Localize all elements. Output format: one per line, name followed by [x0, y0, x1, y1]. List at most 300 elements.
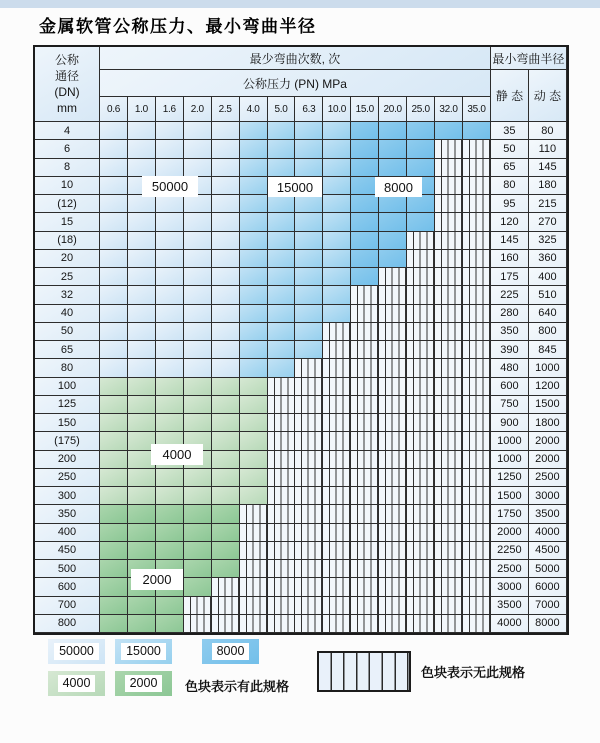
- no-spec-cell: [463, 323, 491, 341]
- no-spec-cell: [463, 159, 491, 177]
- no-spec-cell: [463, 505, 491, 523]
- no-spec-cell: [435, 524, 463, 542]
- spec-cell: [379, 159, 407, 177]
- no-spec-cell: [407, 359, 435, 377]
- no-spec-cell: [351, 597, 379, 615]
- spec-cell: [156, 140, 184, 158]
- dn-cell: 600: [35, 578, 100, 596]
- spec-cell: [128, 159, 156, 177]
- dn-cell: 6: [35, 140, 100, 158]
- spec-cell: [100, 159, 128, 177]
- spec-cell: [463, 122, 491, 140]
- spec-cell: [212, 359, 240, 377]
- no-spec-cell: [379, 286, 407, 304]
- no-spec-cell: [463, 487, 491, 505]
- static-radius-value: 390: [491, 341, 529, 359]
- spec-cell: [184, 140, 212, 158]
- spec-cell: [184, 469, 212, 487]
- no-spec-cell: [323, 396, 351, 414]
- spec-cell: [212, 451, 240, 469]
- dn-cell: 10: [35, 177, 100, 195]
- spec-cell: [323, 195, 351, 213]
- no-spec-cell: [295, 487, 323, 505]
- spec-cell: [212, 378, 240, 396]
- spec-cell: [128, 524, 156, 542]
- spec-cell: [156, 195, 184, 213]
- pressure-tick: 1.0: [128, 97, 156, 122]
- dn-cell: 800: [35, 615, 100, 633]
- no-spec-cell: [463, 195, 491, 213]
- spec-cell: [212, 505, 240, 523]
- no-spec-cell: [323, 542, 351, 560]
- spec-cell: [100, 396, 128, 414]
- static-radius-value: 95: [491, 195, 529, 213]
- dn-cell: 25: [35, 268, 100, 286]
- dn-cell: 250: [35, 469, 100, 487]
- spec-cell: [240, 286, 268, 304]
- no-spec-cell: [463, 232, 491, 250]
- spec-cell: [156, 341, 184, 359]
- no-spec-cell: [379, 469, 407, 487]
- spec-cell: [268, 268, 296, 286]
- spec-cell: [212, 542, 240, 560]
- spec-cell: [156, 159, 184, 177]
- spec-cell: [212, 122, 240, 140]
- spec-cell: [184, 195, 212, 213]
- static-radius-value: 4000: [491, 615, 529, 633]
- spec-cell: [184, 159, 212, 177]
- no-spec-cell: [268, 469, 296, 487]
- no-spec-cell: [268, 378, 296, 396]
- spec-cell: [156, 305, 184, 323]
- spec-cell: [407, 213, 435, 231]
- spec-cell: [379, 232, 407, 250]
- dynamic-radius-value: 8000: [529, 615, 567, 633]
- no-spec-cell: [295, 615, 323, 633]
- no-spec-cell: [407, 268, 435, 286]
- no-spec-cell: [463, 341, 491, 359]
- spec-cell: [128, 195, 156, 213]
- no-spec-cell: [240, 505, 268, 523]
- spec-cell: [323, 268, 351, 286]
- no-spec-cell: [407, 341, 435, 359]
- spec-cell: [295, 341, 323, 359]
- no-spec-cell: [323, 469, 351, 487]
- dn-header: [35, 47, 100, 122]
- no-spec-cell: [435, 469, 463, 487]
- spec-cell: [128, 414, 156, 432]
- spec-cell: [351, 268, 379, 286]
- zone-label-8000: 8000: [375, 177, 422, 197]
- dynamic-radius-value: 1000: [529, 359, 567, 377]
- no-spec-cell: [268, 578, 296, 596]
- no-spec-cell: [463, 432, 491, 450]
- spec-cell: [156, 487, 184, 505]
- legend-swatch-2000: [115, 671, 172, 696]
- spec-cell: [240, 487, 268, 505]
- dn-cell: 700: [35, 597, 100, 615]
- no-spec-cell: [379, 396, 407, 414]
- dn-cell: 4: [35, 122, 100, 140]
- no-spec-cell: [463, 560, 491, 578]
- no-spec-cell: [435, 159, 463, 177]
- static-radius-value: 120: [491, 213, 529, 231]
- no-spec-cell: [435, 232, 463, 250]
- dn-cell: 100: [35, 378, 100, 396]
- spec-cell: [295, 268, 323, 286]
- pressure-tick: 2.0: [184, 97, 212, 122]
- no-spec-cell: [379, 451, 407, 469]
- spec-cell: [268, 213, 296, 231]
- no-spec-cell: [435, 195, 463, 213]
- spec-cell: [323, 140, 351, 158]
- spec-cell: [435, 122, 463, 140]
- spec-cell: [156, 542, 184, 560]
- no-spec-cell: [407, 378, 435, 396]
- no-spec-cell: [407, 414, 435, 432]
- no-spec-cell: [295, 414, 323, 432]
- no-spec-cell: [435, 578, 463, 596]
- spec-cell: [156, 396, 184, 414]
- spec-cell: [240, 469, 268, 487]
- no-spec-cell: [268, 487, 296, 505]
- spec-cell: [156, 286, 184, 304]
- page-title: 金属软管公称压力、最小弯曲半径: [39, 17, 317, 37]
- dn-cell: 300: [35, 487, 100, 505]
- spec-cell: [100, 359, 128, 377]
- no-spec-cell: [240, 578, 268, 596]
- dynamic-radius-value: 6000: [529, 578, 567, 596]
- spec-cell: [212, 560, 240, 578]
- no-spec-cell: [379, 268, 407, 286]
- dynamic-radius-value: 7000: [529, 597, 567, 615]
- legend-swatch-50000: [48, 639, 105, 664]
- bend-cycles-header: 最少弯曲次数, 次: [100, 47, 491, 70]
- static-radius-value: 145: [491, 232, 529, 250]
- no-spec-cell: [407, 432, 435, 450]
- dynamic-radius-value: 5000: [529, 560, 567, 578]
- spec-cell: [100, 232, 128, 250]
- no-spec-cell: [295, 359, 323, 377]
- no-spec-cell: [323, 341, 351, 359]
- spec-cell: [268, 195, 296, 213]
- spec-cell: [156, 378, 184, 396]
- no-spec-cell: [379, 542, 407, 560]
- no-spec-cell: [379, 505, 407, 523]
- no-spec-cell: [463, 286, 491, 304]
- spec-cell: [156, 359, 184, 377]
- static-radius-value: 1000: [491, 451, 529, 469]
- dn-header-line: (DN): [54, 85, 80, 99]
- dynamic-radius-value: 2500: [529, 469, 567, 487]
- spec-cell: [240, 451, 268, 469]
- spec-cell: [156, 323, 184, 341]
- no-spec-cell: [435, 140, 463, 158]
- spec-cell: [240, 213, 268, 231]
- dn-cell: 50: [35, 323, 100, 341]
- spec-cell: [100, 286, 128, 304]
- spec-cell: [156, 524, 184, 542]
- spec-cell: [156, 122, 184, 140]
- spec-cell: [407, 159, 435, 177]
- legend-no-spec-text: 色块表示无此规格: [421, 665, 526, 680]
- legend-swatch-label: 2000: [125, 675, 163, 692]
- dn-cell: 8: [35, 159, 100, 177]
- spec-cell: [268, 232, 296, 250]
- spec-cell: [100, 414, 128, 432]
- no-spec-cell: [407, 323, 435, 341]
- dynamic-radius-value: 2000: [529, 432, 567, 450]
- spec-cell: [295, 159, 323, 177]
- static-radius-value: 900: [491, 414, 529, 432]
- no-spec-cell: [379, 524, 407, 542]
- dynamic-header: 动 态: [529, 70, 567, 122]
- spec-cell: [184, 560, 212, 578]
- spec-cell: [295, 250, 323, 268]
- spec-cell: [212, 469, 240, 487]
- static-radius-value: 3500: [491, 597, 529, 615]
- no-spec-cell: [323, 524, 351, 542]
- spec-cell: [100, 323, 128, 341]
- spec-cell: [212, 396, 240, 414]
- no-spec-cell: [463, 451, 491, 469]
- radius-header: 最小弯曲半径: [491, 47, 567, 70]
- no-spec-cell: [435, 451, 463, 469]
- spec-cell: [128, 597, 156, 615]
- static-radius-value: 2000: [491, 524, 529, 542]
- dynamic-radius-value: 1500: [529, 396, 567, 414]
- no-spec-cell: [407, 578, 435, 596]
- pressure-tick: 20.0: [379, 97, 407, 122]
- spec-cell: [295, 140, 323, 158]
- spec-cell: [379, 213, 407, 231]
- spec-cell: [240, 195, 268, 213]
- spec-cell: [212, 305, 240, 323]
- spec-cell: [128, 323, 156, 341]
- spec-cell: [100, 305, 128, 323]
- spec-cell: [351, 159, 379, 177]
- pressure-header: 公称压力 (PN) MPa: [100, 70, 491, 97]
- no-spec-cell: [435, 341, 463, 359]
- static-radius-value: 350: [491, 323, 529, 341]
- pressure-tick: 0.6: [100, 97, 128, 122]
- no-spec-cell: [407, 615, 435, 633]
- spec-cell: [184, 305, 212, 323]
- no-spec-cell: [351, 451, 379, 469]
- spec-cell: [240, 359, 268, 377]
- spec-cell: [212, 268, 240, 286]
- no-spec-cell: [379, 597, 407, 615]
- zone-label-2000: 2000: [131, 569, 183, 590]
- spec-cell: [212, 432, 240, 450]
- static-radius-value: 2250: [491, 542, 529, 560]
- spec-cell: [128, 286, 156, 304]
- no-spec-cell: [407, 469, 435, 487]
- spec-cell: [128, 232, 156, 250]
- spec-cell: [240, 305, 268, 323]
- no-spec-cell: [463, 359, 491, 377]
- no-spec-cell: [379, 560, 407, 578]
- pressure-tick: 4.0: [240, 97, 268, 122]
- spec-cell: [212, 159, 240, 177]
- spec-cell: [212, 414, 240, 432]
- no-spec-cell: [295, 505, 323, 523]
- no-spec-cell: [351, 305, 379, 323]
- spec-cell: [212, 524, 240, 542]
- no-spec-cell: [407, 542, 435, 560]
- no-spec-cell: [240, 542, 268, 560]
- pressure-tick: 15.0: [351, 97, 379, 122]
- no-spec-cell: [435, 250, 463, 268]
- no-spec-cell: [268, 505, 296, 523]
- legend-swatch-15000: [115, 639, 172, 664]
- spec-cell: [156, 268, 184, 286]
- dn-cell: 20: [35, 250, 100, 268]
- no-spec-cell: [435, 487, 463, 505]
- no-spec-cell: [463, 396, 491, 414]
- no-spec-cell: [351, 524, 379, 542]
- no-spec-cell: [268, 524, 296, 542]
- dn-cell: 40: [35, 305, 100, 323]
- no-spec-cell: [295, 542, 323, 560]
- spec-cell: [100, 524, 128, 542]
- dn-cell: 80: [35, 359, 100, 377]
- static-radius-value: 1250: [491, 469, 529, 487]
- no-spec-cell: [463, 615, 491, 633]
- no-spec-cell: [351, 432, 379, 450]
- spec-cell: [156, 469, 184, 487]
- spec-cell: [407, 195, 435, 213]
- dn-cell: 500: [35, 560, 100, 578]
- no-spec-cell: [463, 469, 491, 487]
- zone-label-50000: 50000: [142, 176, 198, 197]
- spec-cell: [128, 505, 156, 523]
- no-spec-cell: [463, 250, 491, 268]
- static-header: 静 态: [491, 70, 529, 122]
- no-spec-cell: [184, 597, 212, 615]
- pressure-tick: 32.0: [435, 97, 463, 122]
- spec-cell: [240, 122, 268, 140]
- spec-cell: [128, 341, 156, 359]
- no-spec-cell: [379, 359, 407, 377]
- dynamic-radius-value: 1800: [529, 414, 567, 432]
- spec-cell: [268, 305, 296, 323]
- spec-cell: [184, 378, 212, 396]
- no-spec-cell: [323, 505, 351, 523]
- spec-cell: [240, 414, 268, 432]
- static-radius-value: 3000: [491, 578, 529, 596]
- no-spec-cell: [379, 378, 407, 396]
- dynamic-radius-value: 325: [529, 232, 567, 250]
- no-spec-cell: [268, 615, 296, 633]
- no-spec-cell: [351, 286, 379, 304]
- spec-cell: [212, 213, 240, 231]
- spec-cell: [212, 341, 240, 359]
- pressure-tick: 25.0: [407, 97, 435, 122]
- spec-cell: [156, 250, 184, 268]
- spec-cell: [240, 378, 268, 396]
- dynamic-radius-value: 800: [529, 323, 567, 341]
- no-spec-cell: [435, 323, 463, 341]
- static-radius-value: 65: [491, 159, 529, 177]
- no-spec-cell: [351, 359, 379, 377]
- spec-cell: [351, 213, 379, 231]
- dynamic-radius-value: 510: [529, 286, 567, 304]
- dynamic-radius-value: 360: [529, 250, 567, 268]
- no-spec-cell: [268, 597, 296, 615]
- no-spec-cell: [268, 560, 296, 578]
- spec-cell: [295, 213, 323, 231]
- spec-cell: [184, 542, 212, 560]
- no-spec-cell: [295, 578, 323, 596]
- spec-cell: [295, 323, 323, 341]
- static-radius-value: 35: [491, 122, 529, 140]
- spec-cell: [323, 177, 351, 195]
- spec-cell: [212, 286, 240, 304]
- spec-cell: [100, 615, 128, 633]
- spec-cell: [184, 213, 212, 231]
- no-spec-cell: [351, 487, 379, 505]
- no-spec-cell: [463, 524, 491, 542]
- static-radius-value: 50: [491, 140, 529, 158]
- pressure-tick: 1.6: [156, 97, 184, 122]
- no-spec-cell: [212, 578, 240, 596]
- dn-cell: (175): [35, 432, 100, 450]
- spec-cell: [295, 286, 323, 304]
- legend-swatch-label: 50000: [54, 643, 99, 660]
- spec-cell: [351, 122, 379, 140]
- spec-cell: [184, 286, 212, 304]
- spec-cell: [295, 232, 323, 250]
- spec-cell: [268, 323, 296, 341]
- spec-cell: [128, 615, 156, 633]
- spec-cell: [184, 341, 212, 359]
- spec-cell: [323, 159, 351, 177]
- spec-cell: [100, 451, 128, 469]
- spec-cell: [268, 122, 296, 140]
- spec-cell: [407, 122, 435, 140]
- no-spec-cell: [435, 542, 463, 560]
- no-spec-cell: [463, 542, 491, 560]
- spec-table: [33, 45, 569, 635]
- no-spec-cell: [184, 615, 212, 633]
- pressure-tick: 35.0: [463, 97, 491, 122]
- spec-cell: [100, 140, 128, 158]
- spec-cell: [184, 505, 212, 523]
- no-spec-cell: [351, 505, 379, 523]
- legend-swatch-label: 4000: [58, 675, 96, 692]
- spec-cell: [212, 140, 240, 158]
- no-spec-cell: [435, 560, 463, 578]
- dn-cell: 450: [35, 542, 100, 560]
- no-spec-cell: [323, 597, 351, 615]
- spec-cell: [295, 122, 323, 140]
- no-spec-cell: [323, 560, 351, 578]
- spec-cell: [379, 140, 407, 158]
- dynamic-radius-value: 640: [529, 305, 567, 323]
- no-spec-cell: [351, 560, 379, 578]
- no-spec-cell: [463, 597, 491, 615]
- no-spec-cell: [212, 615, 240, 633]
- dn-header-line: 公称: [54, 53, 79, 67]
- no-spec-cell: [407, 286, 435, 304]
- no-spec-cell: [295, 469, 323, 487]
- no-spec-cell: [295, 432, 323, 450]
- no-spec-cell: [323, 432, 351, 450]
- spec-cell: [212, 195, 240, 213]
- spec-cell: [212, 487, 240, 505]
- no-spec-cell: [407, 305, 435, 323]
